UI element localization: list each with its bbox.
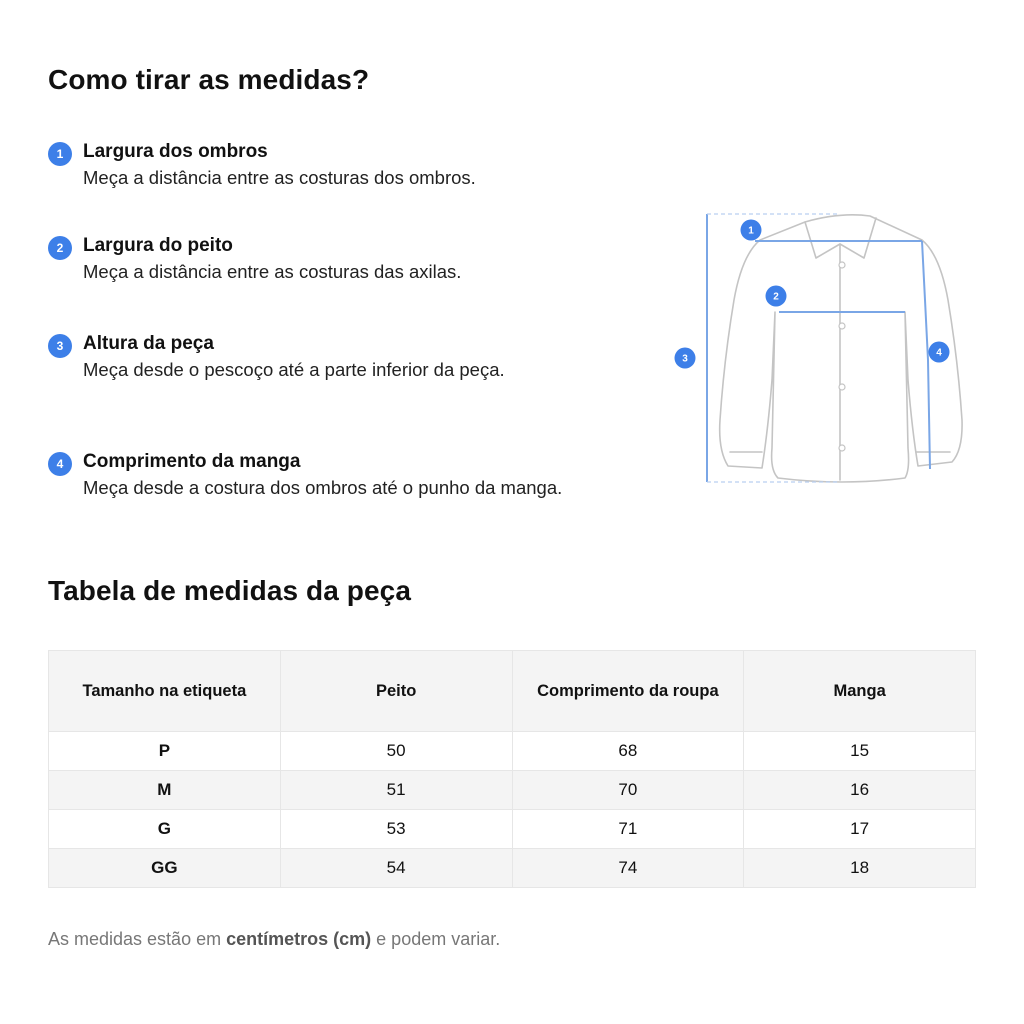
step-number-badge: 3 (48, 334, 72, 358)
note-text-before: As medidas estão em (48, 929, 222, 949)
diagram-marker-3 (675, 348, 696, 369)
size-cell: GG (49, 849, 281, 888)
step-title: Altura da peça (83, 333, 214, 354)
size-cell: P (49, 732, 281, 771)
step-description: Meça a distância entre as costuras das axilas. (83, 261, 462, 282)
step-description: Meça desde a costura dos ombros até o punho da manga. (83, 477, 563, 498)
units-note (48, 929, 500, 950)
shirt-diagram-icon (668, 205, 978, 495)
sleeve-cell: 16 (744, 771, 976, 810)
sleeve-cell: 15 (744, 732, 976, 771)
note-text-after: e podem variar. (376, 929, 501, 949)
marker-label: 2 (773, 291, 779, 303)
header-sleeve: Manga (744, 651, 976, 732)
header-size-label: Tamanho na etiqueta (49, 651, 281, 732)
length-cell: 71 (512, 810, 744, 849)
sleeve-cell: 18 (744, 849, 976, 888)
chest-cell: 53 (280, 810, 512, 849)
note-unit: centímetros (cm) (226, 929, 372, 949)
measurements-title: Como tirar as medidas? (48, 64, 370, 95)
table-header-row (49, 651, 976, 732)
table-row (49, 771, 976, 810)
length-cell: 74 (512, 849, 744, 888)
chest-cell: 54 (280, 849, 512, 888)
table-row (49, 810, 976, 849)
length-cell: 68 (512, 732, 744, 771)
marker-label: 1 (748, 225, 754, 237)
table-row (49, 849, 976, 888)
marker-label: 4 (936, 347, 942, 359)
chest-cell: 51 (280, 771, 512, 810)
step-title: Largura do peito (83, 235, 233, 256)
step-title: Largura dos ombros (83, 141, 268, 162)
header-chest: Peito (280, 651, 512, 732)
step-description: Meça desde o pescoço até a parte inferior da peça. (83, 359, 505, 380)
step-title: Comprimento da manga (83, 451, 301, 472)
chest-cell: 50 (280, 732, 512, 771)
size-cell: M (49, 771, 281, 810)
table-row (49, 732, 976, 771)
diagram-marker-2 (766, 286, 787, 307)
length-cell: 70 (512, 771, 744, 810)
diagram-marker-1 (741, 220, 762, 241)
diagram-marker-4 (929, 342, 950, 363)
step-number-badge: 2 (48, 236, 72, 260)
size-table-title: Tabela de medidas da peça (48, 575, 412, 606)
size-table (48, 650, 976, 888)
step-number-badge: 4 (48, 452, 72, 476)
step-description: Meça a distância entre as costuras dos ombros. (83, 167, 476, 188)
step-number-badge: 1 (48, 142, 72, 166)
header-garment-length: Comprimento da roupa (512, 651, 744, 732)
sleeve-cell: 17 (744, 810, 976, 849)
size-cell: G (49, 810, 281, 849)
marker-label: 3 (682, 353, 688, 365)
